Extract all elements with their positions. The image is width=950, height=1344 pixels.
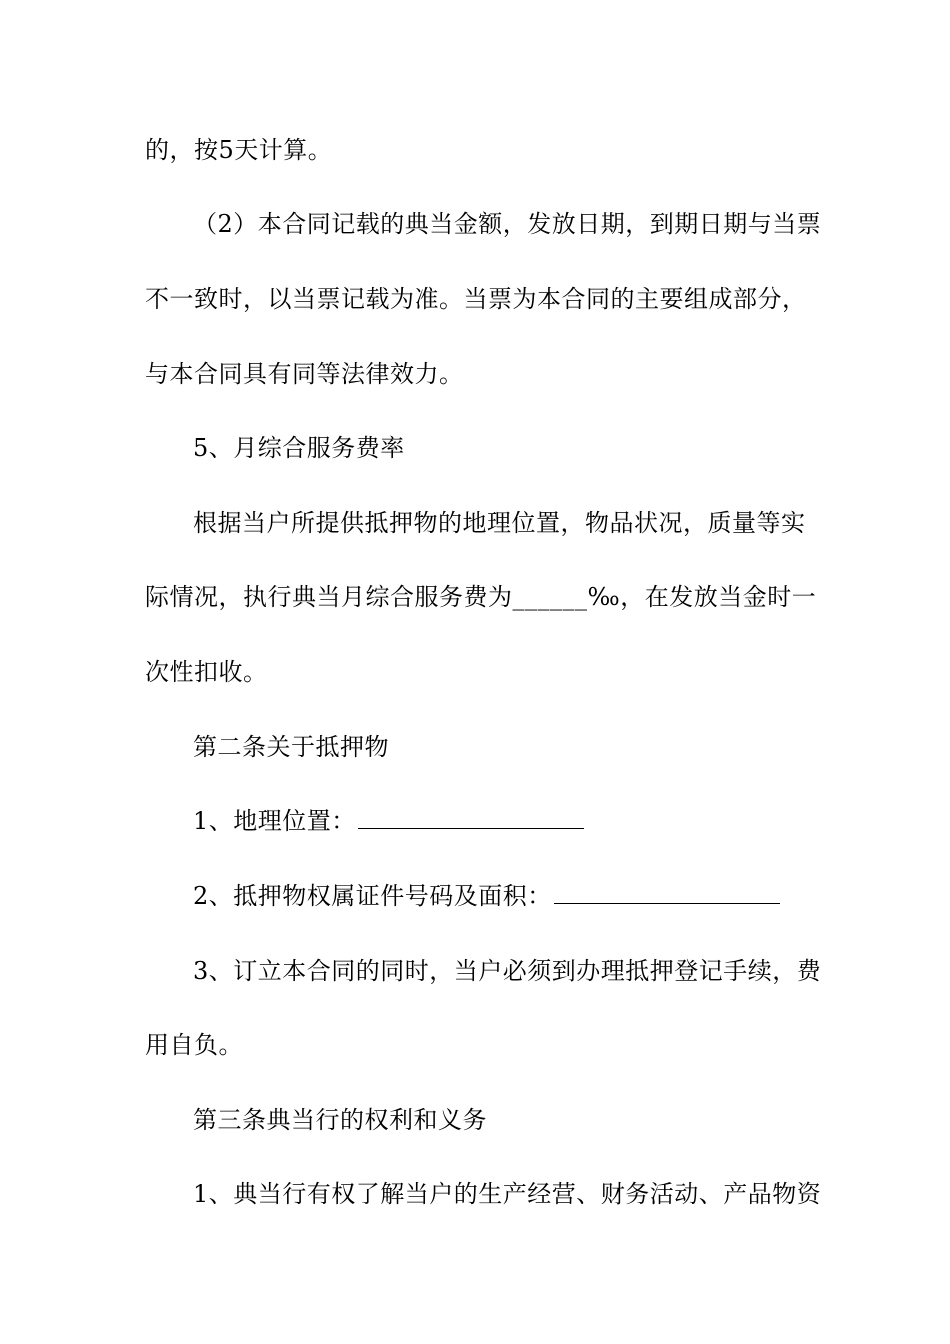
paragraph-line-7: 际情况，执行典当月综合服务费为______‰，在发放当金时一: [145, 583, 817, 611]
paragraph-line-1: 的，按5天计算。: [145, 136, 333, 164]
paragraph-line-6: 根据当户所提供抵押物的地理位置，物品状况，质量等实: [193, 509, 806, 537]
article-heading-3: 第三条典当行的权利和义务: [193, 1106, 487, 1134]
paragraph-line-12: 3、订立本合同的同时，当户必须到办理抵押登记手续，费: [193, 957, 822, 985]
fill-in-blank-location: [358, 806, 584, 829]
field-line-certificate: [193, 880, 810, 912]
paragraph-line-13: 用自负。: [145, 1031, 243, 1059]
fill-in-blank-certificate: [554, 881, 780, 904]
field-label-certificate: 2、抵押物权属证件号码及面积：: [193, 882, 552, 910]
paragraph-line-8: 次性扣收。: [145, 658, 268, 686]
paragraph-line-4: 与本合同具有同等法律效力。: [145, 360, 464, 388]
section-heading-5: 5、月综合服务费率: [193, 434, 405, 462]
field-line-location: [193, 805, 810, 837]
article-heading-2: 第二条关于抵押物: [193, 733, 389, 761]
paragraph-line-2: （2）本合同记载的典当金额，发放日期，到期日期与当票: [193, 210, 822, 238]
field-label-location: 1、地理位置：: [193, 807, 356, 835]
paragraph-line-15: 1、典当行有权了解当户的生产经营、财务活动、产品物资: [193, 1180, 822, 1208]
paragraph-line-3: 不一致时，以当票记载为准。当票为本合同的主要组成部分，: [145, 285, 807, 313]
